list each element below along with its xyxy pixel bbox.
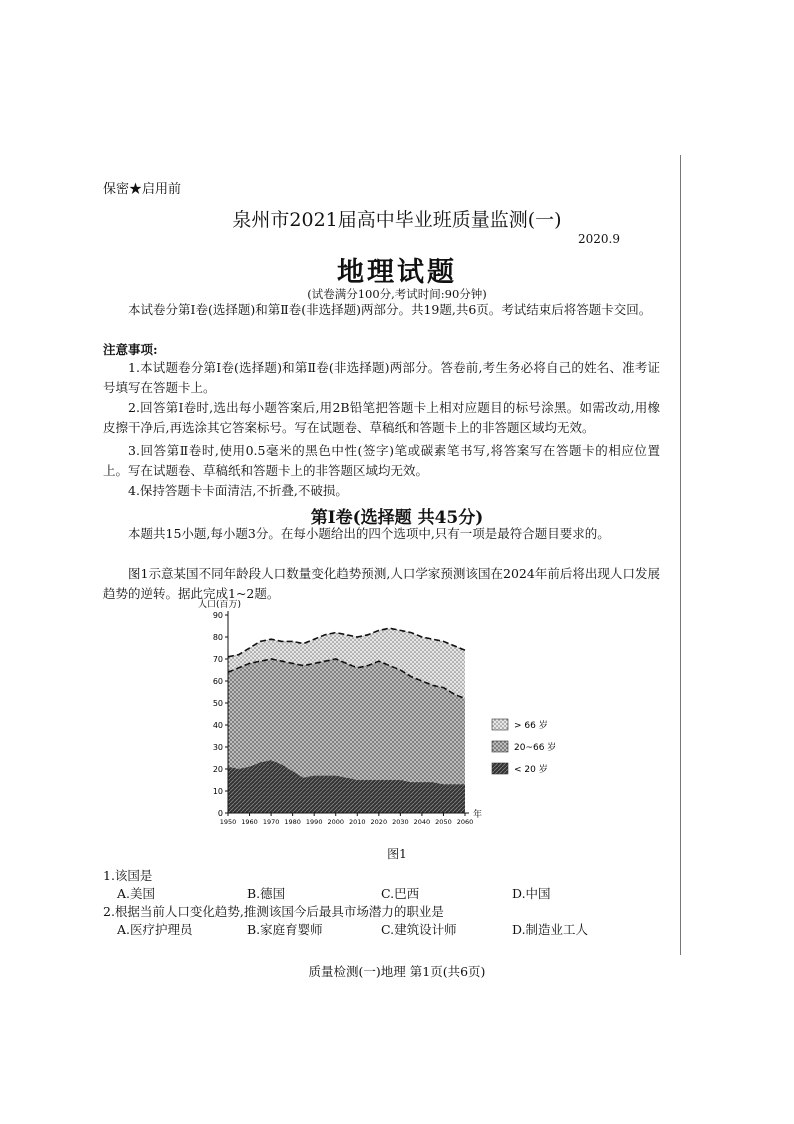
x-tick-label: 1960 bbox=[241, 818, 258, 826]
question-2-option-d: D.制造业工人 bbox=[512, 922, 589, 937]
page-footer: 质量检测(一)地理 第1页(共6页) bbox=[308, 964, 486, 979]
legend-label: 20~66 岁 bbox=[514, 743, 557, 753]
y-tick-label: 80 bbox=[212, 633, 223, 642]
x-tick-label: 1990 bbox=[305, 818, 323, 826]
exam-title: 泉州市2021届高中毕业班质量监测(一) bbox=[232, 209, 562, 231]
x-tick-label: 2060 bbox=[456, 818, 474, 826]
y-tick-label: 0 bbox=[217, 809, 223, 818]
figure-stem: 图1示意某国不同年龄段人口数量变化趋势预测,人口学家预测该国在2024年前后将出现人口发展趋势的逆转。据此完成1~2题。 bbox=[103, 566, 660, 601]
y-tick-label: 20 bbox=[212, 765, 223, 774]
question-2-option-c: C.建筑设计师 bbox=[381, 922, 457, 937]
question-1-option-d: D.中国 bbox=[512, 886, 551, 901]
y-tick-label: 40 bbox=[212, 721, 223, 730]
legend-label: > 66 岁 bbox=[514, 721, 548, 731]
note-item-2: 2.回答第Ⅰ卷时,选出每小题答案后,用2B铅笔把答题卡上相对应题目的标号涂黑。如需改动,用橡皮擦干净后,再选涂其它答案标号。写在试题卷、草稿纸和答题卡上的非答题区域均无效。 bbox=[103, 400, 660, 435]
question-2-option-a: A.医疗护理员 bbox=[117, 922, 193, 937]
x-tick-label: 2040 bbox=[413, 818, 431, 826]
y-tick-label: 30 bbox=[212, 743, 223, 752]
x-tick-label: 2000 bbox=[327, 818, 345, 826]
question-1-option-c: C.巴西 bbox=[381, 886, 420, 901]
x-tick-label: 2020 bbox=[370, 818, 388, 826]
x-tick-label: 1950 bbox=[219, 818, 237, 826]
subject-title: 地理试题 bbox=[337, 257, 457, 288]
note-item-1: 1.本试题卷分第Ⅰ卷(选择题)和第Ⅱ卷(非选择题)两部分。答卷前,考生务必将自己的姓名、准考证号填写在答题卡上。 bbox=[103, 360, 660, 395]
legend-swatch bbox=[492, 719, 508, 730]
question-2-option-b: B.家庭育婴师 bbox=[247, 922, 323, 937]
y-tick-label: 70 bbox=[212, 655, 223, 664]
note-item-3: 3.回答第Ⅱ卷时,使用0.5毫米的黑色中性(签字)笔或碳素笔书写,将答案写在答题卡的相应位置上。写在试题卷、草稿纸和答题卡上的非答题区域均无效。 bbox=[103, 443, 660, 478]
population-area-chart bbox=[190, 595, 610, 835]
x-tick-label: 1970 bbox=[262, 818, 280, 826]
x-tick-label: 2030 bbox=[392, 818, 409, 826]
question-1-option-a: A.美国 bbox=[117, 886, 156, 901]
legend-swatch bbox=[492, 763, 508, 774]
score-time-note: (试卷满分100分,考试时间:90分钟) bbox=[307, 287, 487, 301]
exam-date: 2020.9 bbox=[578, 232, 620, 246]
figure-caption: 图1 bbox=[387, 847, 407, 861]
x-tick-label: 2050 bbox=[435, 818, 452, 826]
legend-label: < 20 岁 bbox=[514, 765, 548, 775]
part1-title: 第Ⅰ卷(选择题 共45分) bbox=[310, 508, 484, 528]
y-tick-label: 60 bbox=[212, 677, 223, 686]
x-axis-label: 年 bbox=[473, 810, 483, 820]
part1-instruction: 本题共15小题,每小题3分。在每小题给出的四个选项中,只有一项是最符合题目要求的。 bbox=[128, 526, 610, 541]
notes-heading: 注意事项: bbox=[103, 342, 158, 357]
question-1-stem: 1.该国是 bbox=[103, 868, 153, 883]
question-2-stem: 2.根据当前人口变化趋势,推测该国今后最具市场潜力的职业是 bbox=[103, 904, 444, 919]
y-tick-label: 10 bbox=[212, 787, 223, 796]
question-1-option-b: B.德国 bbox=[247, 886, 286, 901]
y-axis-label: 人口(百万) bbox=[198, 600, 242, 610]
confidential-mark: 保密★启用前 bbox=[103, 182, 182, 197]
note-item-4: 4.保持答题卡卡面清洁,不折叠,不破损。 bbox=[128, 483, 348, 498]
y-tick-label: 90 bbox=[212, 611, 223, 620]
x-tick-label: 2010 bbox=[348, 818, 366, 826]
x-tick-label: 1980 bbox=[284, 818, 301, 826]
intro-paragraph: 本试卷分第Ⅰ卷(选择题)和第Ⅱ卷(非选择题)两部分。共19题,共6页。考试结束后将答题卡交回。 bbox=[128, 302, 652, 317]
legend-swatch bbox=[492, 741, 508, 752]
y-tick-label: 50 bbox=[212, 699, 223, 708]
